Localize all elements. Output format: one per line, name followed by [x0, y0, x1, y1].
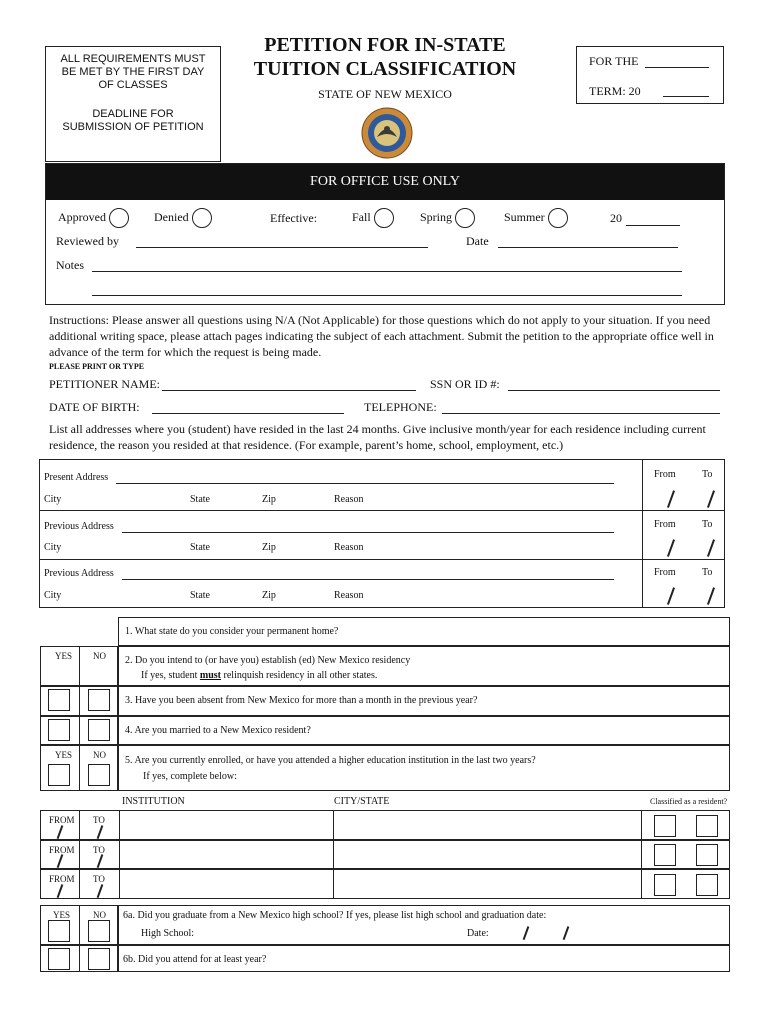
question-1-box — [118, 617, 730, 646]
to-label: To — [702, 519, 713, 530]
question-1-text: 1. What state do you consider your permanent home? — [125, 626, 339, 637]
question-2-text: 2. Do you intend to (or have you) establish (ed) New Mexico residency — [125, 655, 411, 666]
yes-no-divider — [79, 647, 80, 686]
from-label: From — [654, 519, 676, 530]
institution-header: INSTITUTION — [122, 796, 185, 807]
ssn-line[interactable] — [508, 390, 720, 391]
q6a-yes-checkbox[interactable] — [48, 920, 70, 942]
from-label: FROM — [49, 815, 75, 825]
high-school-label: High School: — [141, 928, 195, 939]
reviewed-by-label: Reviewed by — [56, 234, 119, 248]
q3-yes-checkbox[interactable] — [48, 689, 70, 711]
address-row-previous-1 — [40, 511, 724, 560]
city-state-input-1[interactable] — [334, 811, 640, 839]
q3-no-checkbox[interactable] — [88, 689, 110, 711]
denied-option[interactable]: Denied — [154, 208, 212, 228]
classified-no-checkbox-2[interactable] — [696, 844, 718, 866]
office-date-label: Date — [466, 234, 489, 248]
reviewed-by-line[interactable] — [136, 247, 428, 248]
city-state-input-2[interactable] — [334, 841, 640, 868]
q6b-yes-checkbox[interactable] — [48, 948, 70, 970]
notes-label: Notes — [56, 258, 84, 272]
reason-label: Reason — [334, 590, 364, 601]
classified-no-checkbox-3[interactable] — [696, 874, 718, 896]
yes-label: YES — [55, 651, 73, 661]
to-label: To — [702, 469, 713, 480]
q5-yes-checkbox[interactable] — [48, 764, 70, 786]
city-label: City — [44, 590, 62, 601]
question-6a-box — [118, 905, 730, 945]
question-2-note: If yes, student must relinquish residency in all other states. — [141, 670, 378, 681]
to-slash[interactable] — [707, 490, 715, 507]
to-label: TO — [93, 845, 105, 855]
previous-address-line-1[interactable] — [122, 532, 614, 533]
fall-option[interactable]: Fall — [352, 208, 394, 228]
print-note: PLEASE PRINT OR TYPE — [49, 362, 145, 371]
dob-line[interactable] — [152, 413, 344, 414]
question-5-note: If yes, complete below: — [143, 771, 237, 782]
zip-label: Zip — [262, 494, 276, 505]
question-4-text: 4. Are you married to a New Mexico resident? — [125, 725, 311, 736]
from-slash[interactable] — [667, 490, 675, 507]
date-slash-1[interactable] — [523, 926, 529, 940]
q4-no-checkbox[interactable] — [88, 719, 110, 741]
question-6a-text: 6a. Did you graduate from a New Mexico high school? If yes, please list high school and graduation date: — [123, 910, 547, 921]
from-slash[interactable] — [57, 884, 63, 898]
from-label: From — [654, 567, 676, 578]
from-slash[interactable] — [667, 539, 675, 556]
to-slash[interactable] — [707, 539, 715, 556]
to-label: To — [702, 567, 713, 578]
previous-address-line-2[interactable] — [122, 579, 614, 580]
question-2-box — [118, 646, 730, 686]
yes-no-divider — [79, 946, 80, 972]
from-label: From — [654, 469, 676, 480]
address-label: Previous Address — [44, 521, 114, 532]
question-5-box — [118, 745, 730, 791]
office-use-box — [45, 163, 725, 305]
fall-circle[interactable] — [374, 208, 394, 228]
city-label: City — [44, 494, 62, 505]
question-3-box — [118, 686, 730, 716]
to-label: TO — [93, 815, 105, 825]
spring-option[interactable]: Spring — [420, 208, 475, 228]
form-title: PETITION FOR IN-STATE TUITION CLASSIFICATION — [253, 34, 517, 80]
reason-label: Reason — [334, 494, 364, 505]
requirements-box — [45, 46, 221, 162]
address-row-previous-2 — [40, 560, 724, 608]
to-label: TO — [93, 874, 105, 884]
institution-input-3[interactable] — [80, 870, 330, 898]
classified-no-checkbox-1[interactable] — [696, 815, 718, 837]
divider — [641, 870, 642, 899]
telephone-line[interactable] — [442, 413, 720, 414]
reason-label: Reason — [334, 542, 364, 553]
notes-line-1[interactable] — [92, 271, 682, 272]
approved-option[interactable]: Approved — [58, 208, 129, 228]
city-state-input-3[interactable] — [334, 870, 640, 898]
city-state-header: CITY/STATE — [334, 796, 390, 807]
divider — [641, 841, 642, 869]
classified-yes-checkbox-1[interactable] — [654, 815, 676, 837]
addresses-note: List all addresses where you (student) have resided in the last 24 months. Give inclusive month/year for each residence including current residence, the reason you resided at that residence. (For example, parent’s home, school, employment, etc.) — [49, 422, 706, 452]
state-label: State — [190, 590, 210, 601]
office-year-label: 20 — [610, 211, 622, 225]
from-divider — [642, 560, 643, 608]
state-label: State — [190, 494, 210, 505]
question-6b-text: 6b. Did you attend for at least year? — [123, 954, 267, 965]
effective-label: Effective: — [270, 211, 318, 225]
classified-resident-header: Classified as a resident? — [650, 797, 728, 806]
zip-label: Zip — [262, 542, 276, 553]
approved-circle[interactable] — [109, 208, 129, 228]
from-label: FROM — [49, 845, 75, 855]
present-address-line[interactable] — [116, 483, 614, 484]
petitioner-name-line[interactable] — [162, 390, 416, 391]
q6a-no-checkbox[interactable] — [88, 920, 110, 942]
spring-circle[interactable] — [455, 208, 475, 228]
for-the-line[interactable] — [645, 67, 709, 68]
yes-label: YES — [55, 750, 73, 760]
graduation-date-label: Date: — [467, 928, 489, 939]
city-label: City — [44, 542, 62, 553]
from-divider — [642, 460, 643, 510]
classified-yes-checkbox-3[interactable] — [654, 874, 676, 896]
no-label: NO — [93, 910, 106, 920]
yes-no-divider — [79, 746, 80, 791]
deadline-text: DEADLINE FOR SUBMISSION OF PETITION — [62, 108, 204, 133]
state-name: STATE OF NEW MEXICO — [318, 87, 452, 101]
zip-label: Zip — [262, 590, 276, 601]
denied-circle[interactable] — [192, 208, 212, 228]
petitioner-name-label: PETITIONER NAME: — [49, 377, 160, 391]
office-year-line[interactable] — [626, 225, 680, 226]
from-slash[interactable] — [667, 587, 675, 604]
term-year-line[interactable] — [663, 96, 709, 97]
from-divider — [642, 511, 643, 559]
question-6b-box — [118, 945, 730, 972]
instructions-text: Instructions: Please answer all questions using N/A (Not Applicable) for those questions which do not apply to your situation. If you need additional writing space, please attach pages indicating the subject of each attachment. Submit the petition to the appropriate office well in advance of the term for which the request is being made. — [49, 313, 714, 359]
address-row-present — [40, 460, 724, 511]
from-slash[interactable] — [57, 825, 63, 839]
telephone-label: TELEPHONE: — [364, 400, 437, 414]
from-label: FROM — [49, 874, 75, 884]
q4-yes-checkbox[interactable] — [48, 719, 70, 741]
summer-circle[interactable] — [548, 208, 568, 228]
institution-input-2[interactable] — [80, 841, 330, 868]
state-seal — [360, 107, 414, 159]
ssn-label: SSN OR ID #: — [430, 377, 500, 391]
address-table — [39, 459, 725, 608]
office-use-heading: FOR OFFICE USE ONLY — [46, 164, 724, 200]
yes-no-divider — [79, 717, 80, 745]
notes-line-2[interactable] — [92, 295, 682, 296]
yes-no-divider — [79, 906, 80, 945]
requirements-text: ALL REQUIREMENTS MUST BE MET BY THE FIRST DAY OF CLASSES — [60, 53, 206, 91]
question-5-text: 5. Are you currently enrolled, or have you attended a higher education institution in the last two years? — [125, 755, 536, 766]
summer-option[interactable]: Summer — [504, 208, 568, 228]
classified-yes-checkbox-2[interactable] — [654, 844, 676, 866]
q5-no-checkbox[interactable] — [88, 764, 110, 786]
no-label: NO — [93, 651, 106, 661]
to-slash[interactable] — [707, 587, 715, 604]
state-label: State — [190, 542, 210, 553]
q6b-no-checkbox[interactable] — [88, 948, 110, 970]
term-box — [576, 46, 724, 104]
date-slash-2[interactable] — [563, 926, 569, 940]
from-slash[interactable] — [57, 854, 63, 868]
dob-label: DATE OF BIRTH: — [49, 400, 140, 414]
yes-label: YES — [53, 910, 71, 920]
yes-no-q2 — [40, 646, 118, 686]
for-the-label: FOR THE — [589, 54, 639, 68]
question-3-text: 3. Have you been absent from New Mexico for more than a month in the previous year? — [125, 695, 478, 706]
address-label: Present Address — [44, 472, 109, 483]
office-date-line[interactable] — [498, 247, 678, 248]
institution-input-1[interactable] — [80, 811, 330, 839]
no-label: NO — [93, 750, 106, 760]
question-4-box — [118, 716, 730, 745]
divider — [641, 811, 642, 840]
yes-no-divider — [79, 687, 80, 716]
term-label: TERM: 20 — [589, 84, 641, 98]
address-label: Previous Address — [44, 568, 114, 579]
